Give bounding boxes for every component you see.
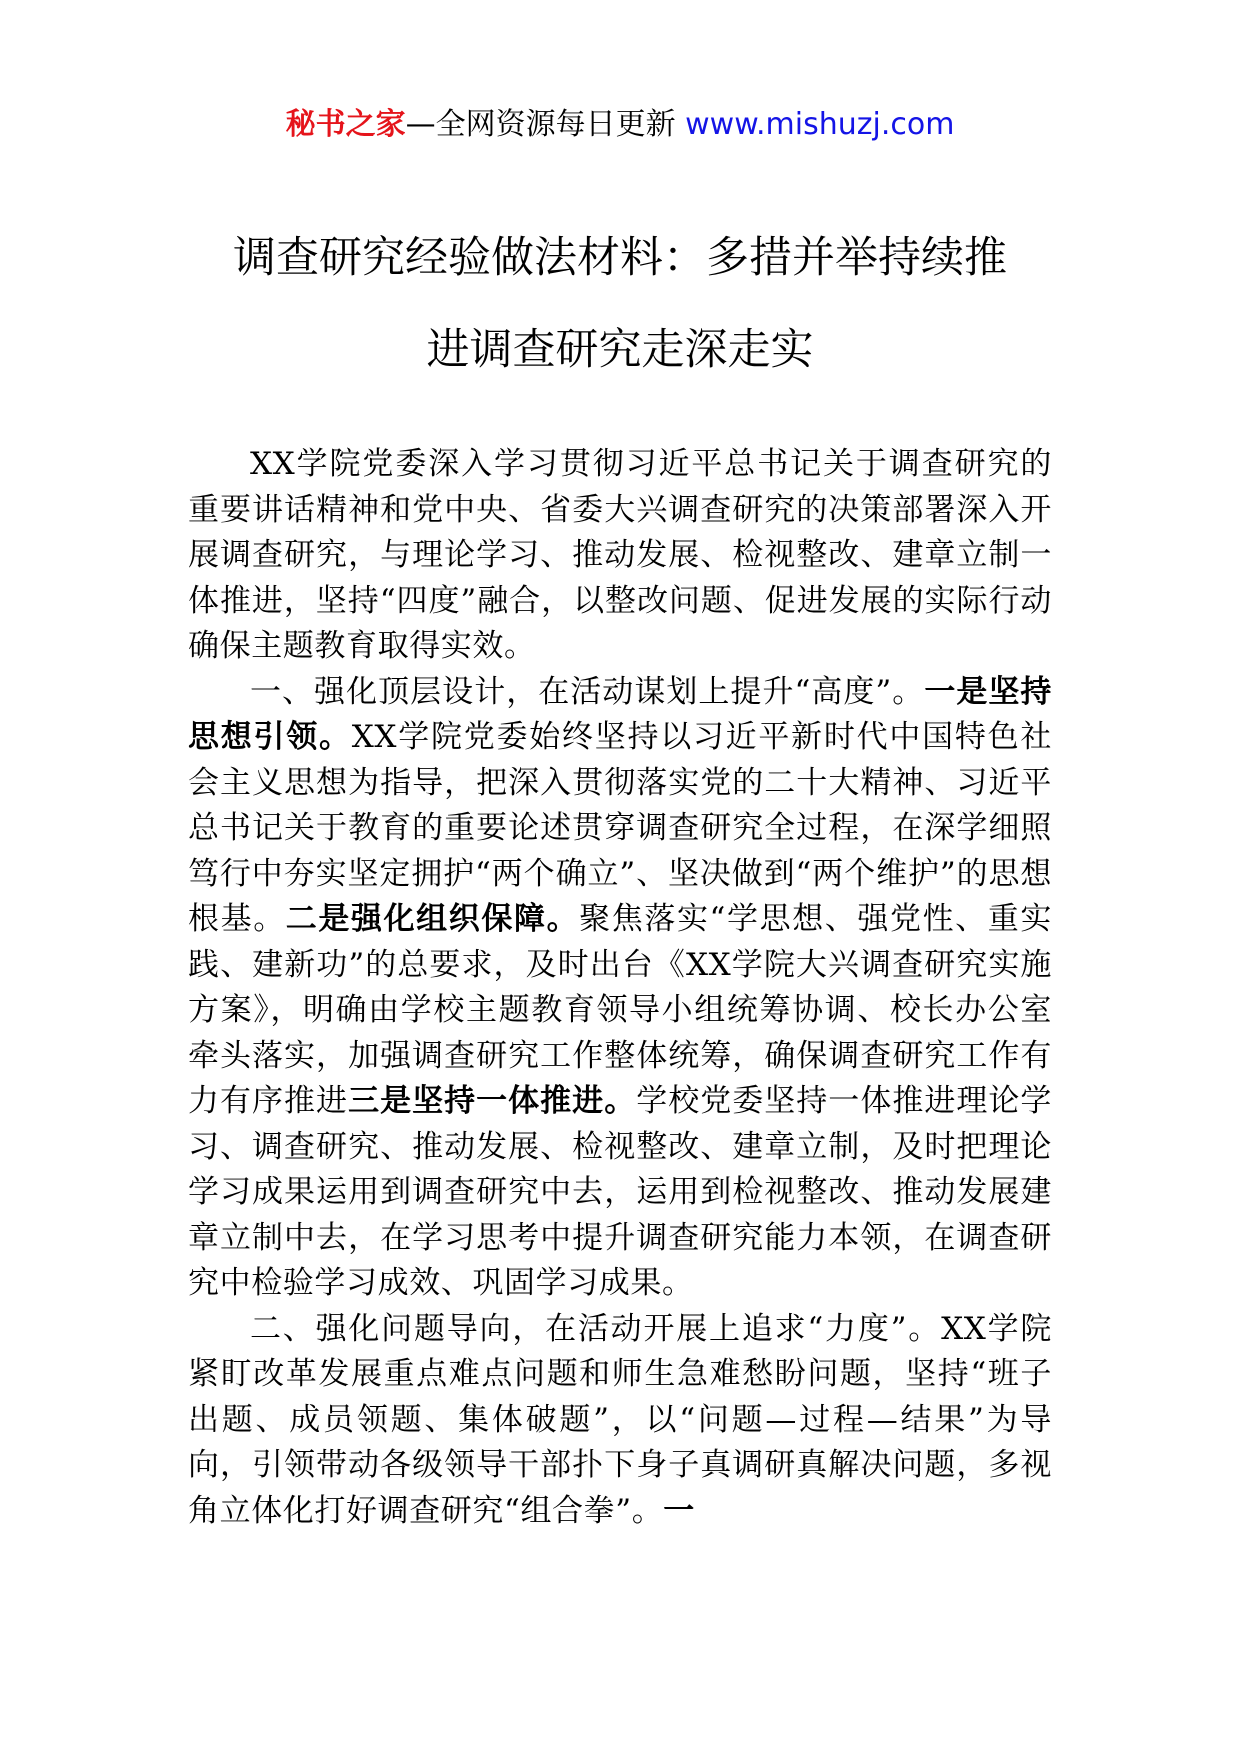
point-2-label: 二是强化组织保障。 [285, 901, 580, 937]
header-tagline: —全网资源每日更新 [405, 107, 676, 142]
section-2-trailing-label: 一 [663, 1492, 695, 1529]
section-2-heading: 二、强化问题导向，在活动开展上追求“力度”。 [250, 1310, 942, 1347]
document-title [150, 212, 1090, 396]
paragraph-intro: XX学院党委深入学习贯彻习近平总书记关于调查研究的重要讲话精神和党中央、省委大兴调查研究的决策部署深入开展调查研究，与理论学习、推动发展、检视整改、建章立制一体推进，坚持“四度”融合，以整改问题、促进发展的实际行动确保主题教育取得实效。 [188, 446, 1052, 664]
point-3-label: 三是坚持一体推进。 [348, 1083, 637, 1119]
document-body [188, 442, 1052, 1534]
point-1-label: 一是坚持思想引领。 [188, 673, 1052, 755]
point-3-text: 学校党委坚持一体推进理论学习、调查研究、推动发展、检视整改、建章立制，及时把理论学习成果运用到调查研究中去，运用到检视整改、推动发展建章立制中去，在学习思考中提升调查研究能力本领，在调查研究中检验学习成效、巩固学习成果。 [188, 1083, 1052, 1301]
site-url-link[interactable]: www.mishuzj.com [685, 107, 955, 142]
paragraph-section-1 [188, 670, 1052, 1307]
section-1-heading: 一、强化顶层设计，在活动谋划上提升“高度”。 [250, 673, 925, 710]
title-line-1: 调查研究经验做法材料：多措并举持续推 [233, 233, 1007, 283]
point-1-text: XX学院党委始终坚持以习近平新时代中国特色社会主义思想为指导，把深入贯彻落实党的二十大精神、习近平总书记关于教育的重要论述贯穿调查研究全过程，在深学细照笃行中夯实坚定拥护“两个确立”、坚决做到“两个维护”的思想根基。 [188, 719, 1052, 937]
section-2-text: XX学院紧盯改革发展重点难点问题和师生急难愁盼问题，坚持“班子出题、成员领题、集体破题”，以“问题—过程—结果”为导向，引领带动各级领导干部扑下身子真调研真解决问题，多视角立体化打好调查研究“组合拳”。 [188, 1310, 1052, 1529]
point-2-text: 聚焦落实“学思想、强党性、重实践、建新功”的总要求，及时出台《XX学院大兴调查研究实施方案》，明确由学校主题教育领导小组统筹协调、校长办公室牵头落实，加强调查研究工作整体统筹，确保调查研究工作有力有序推进 [188, 901, 1052, 1119]
paragraph-section-2 [188, 1307, 1052, 1535]
title-line-2: 进调查研究走深走实 [426, 325, 814, 375]
brand-name: 秘书之家 [285, 107, 406, 142]
site-header [0, 98, 1240, 152]
